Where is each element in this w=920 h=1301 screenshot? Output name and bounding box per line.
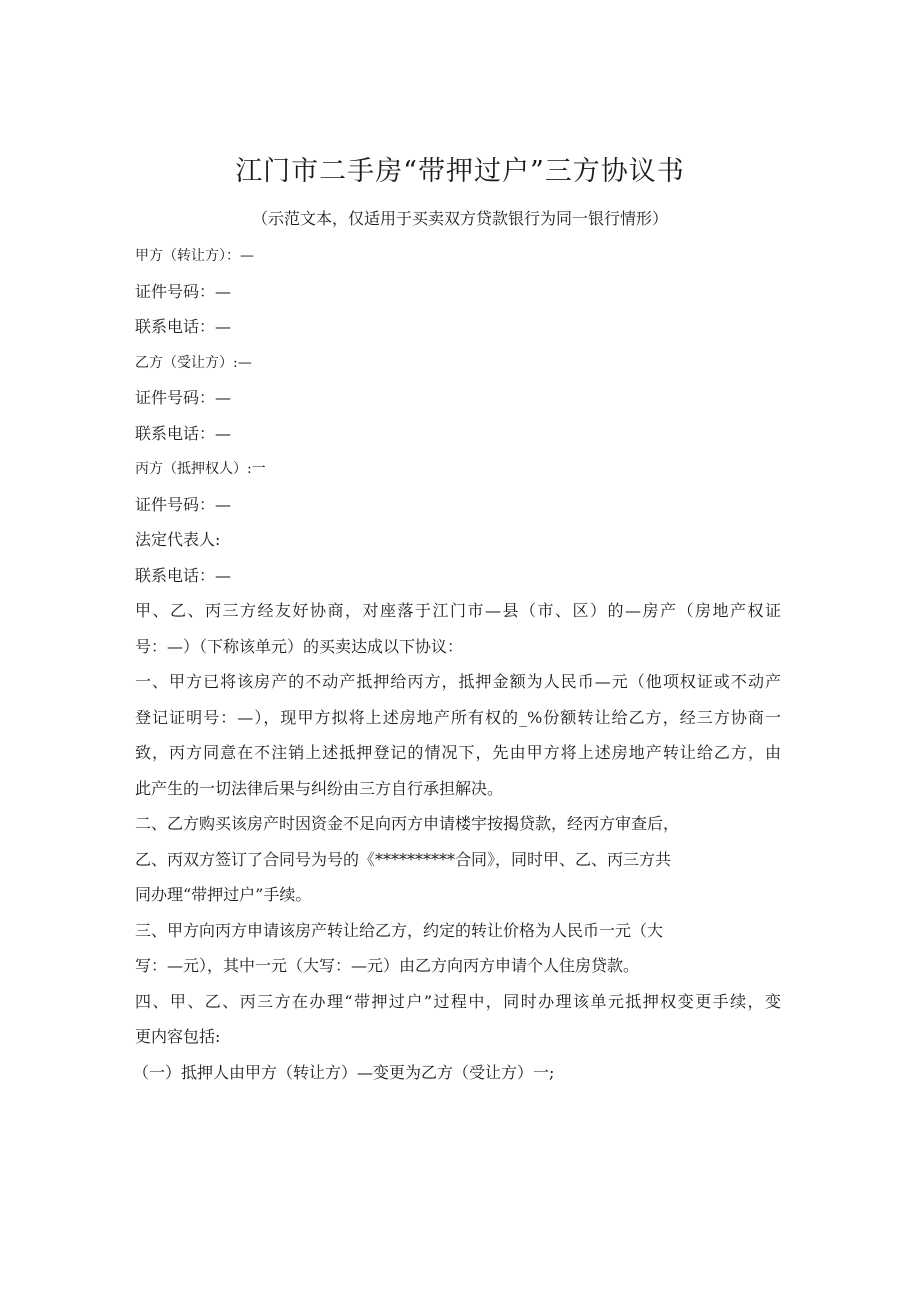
intro-line: 号：—）（下称该单元）的买卖达成以下协议： xyxy=(135,637,464,656)
party-b-id: 证件号码：— xyxy=(135,388,232,407)
clause-1-line: 一、甲方已将该房产的不动产抵押给丙方，抵押金额为人民币—元（他项权证或不动产 xyxy=(135,672,781,691)
clause-1-line: 此产生的一切法律后果与纠纷由三方自行承担解决。 xyxy=(135,779,504,798)
party-a-id: 证件号码：— xyxy=(135,282,232,301)
document-subtitle: （示范文本，仅适用于买卖双方贷款银行为同一银行情形） xyxy=(251,209,668,228)
intro-line: 甲、乙、丙三方经友好协商，对座落于江门市—县（市、区）的—房产（房地产权证 xyxy=(135,601,781,620)
party-a-phone: 联系电话：— xyxy=(135,317,232,336)
clause-4-line: 四、甲、乙、丙三方在办理“带押过户”过程中，同时办理该单元抵押权变更手续，变 xyxy=(135,992,781,1011)
clause-1-line: 登记证明号：—），现甲方拟将上述房地产所有权的_%份额转让给乙方，经三方协商一 xyxy=(135,708,781,727)
clause-4-line: 更内容包括: xyxy=(135,1027,221,1046)
clause-3-line: 写：—元），其中一元（大写：—元）由乙方向丙方申请个人住房贷款。 xyxy=(135,956,640,975)
clause-1-line: 致，丙方同意在不注销上述抵押登记的情况下，先由甲方将上述房地产转让给乙方，由 xyxy=(135,743,781,762)
party-c-id: 证件号码：— xyxy=(135,495,232,514)
clause-2-line: 同办理“带押过户”手续。 xyxy=(135,885,312,904)
party-c-phone: 联系电话：— xyxy=(135,566,232,585)
clause-2-line: 二、乙方购买该房产时因资金不足向丙方申请楼宇按揭贷款，经丙方审查后， xyxy=(135,814,680,833)
party-b-phone: 联系电话：— xyxy=(135,424,232,443)
party-b-label: 乙方（受让方）:— xyxy=(135,355,252,371)
document-title: 江门市二手房“带押过户”三方协议书 xyxy=(235,156,685,187)
party-a-label: 甲方（转让方）：— xyxy=(135,248,254,264)
clause-2-line: 乙、丙双方签订了合同号为号的《**********合同》，同时甲、乙、丙三方共 xyxy=(135,850,672,869)
clause-4-item-1: （一）抵押人由甲方（转让方）—变更为乙方（受让方）一; xyxy=(133,1063,555,1082)
clause-3-line: 三、甲方向丙方申请该房产转让给乙方，约定的转让价格为人民币一元（大 xyxy=(135,921,664,940)
party-c-representative: 法定代表人: xyxy=(135,530,221,549)
party-c-label: 丙方（抵押权人）:一 xyxy=(135,461,266,477)
